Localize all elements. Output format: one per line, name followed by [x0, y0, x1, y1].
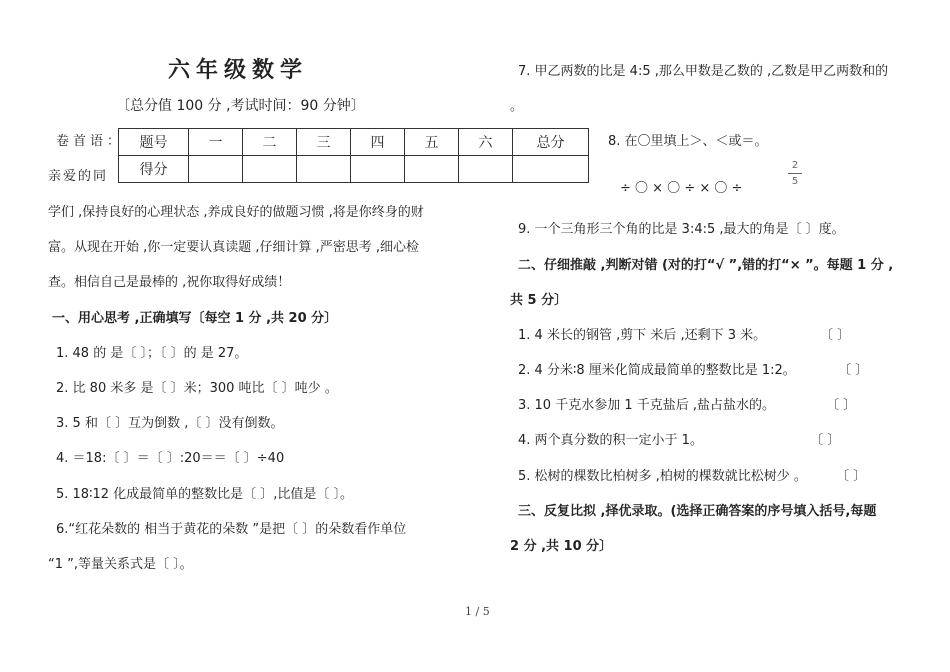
score-table-score-row: [119, 156, 589, 183]
judge-item: 4. 两个真分数的积一定小于 1。: [518, 433, 703, 448]
question-8: 8. 在〇里填上＞、＜或＝。: [608, 134, 768, 149]
section1-heading: 一、用心思考 ,正确填写〔每空 1 分 ,共 20 分〕: [52, 311, 338, 326]
score-table-header-row: [119, 129, 589, 156]
question-item: 1. 48 的 是〔 〕；〔 〕的 是 27。: [56, 346, 248, 361]
score-header-cell: 一: [189, 129, 243, 156]
question-7-line1: 7. 甲乙两数的比是 4:5 ,那么甲数是乙数的 ,乙数是甲乙两数和的: [518, 64, 889, 79]
score-header-cell: 六: [459, 129, 513, 156]
score-cell[interactable]: [243, 156, 297, 183]
question-item: “1 ”,等量关系式是〔 〕。: [48, 557, 193, 572]
fraction-denominator: 5: [791, 176, 799, 187]
answer-bracket[interactable]: 〔 〕: [836, 469, 867, 484]
page-number: 1 / 5: [465, 605, 490, 618]
section3-heading-cont: 2 分 ,共 10 分〕: [510, 539, 613, 554]
exam-subtitle: 〔总分值 100 分 ,考试时间：90 分钟〕: [116, 98, 365, 114]
intro-label: 卷首语：: [56, 134, 125, 149]
section2-heading-cont: 共 5 分〕: [510, 293, 568, 308]
section2-heading: 二、仔细推敲 ,判断对错 (对的打“√ ”,错的打“× ”。每题 1 分 ,: [518, 258, 894, 273]
score-cell[interactable]: [405, 156, 459, 183]
intro-line: 富。从现在开始 ,你一定要认真读题 ,仔细计算 ,严密思考 ,细心检: [48, 240, 420, 255]
judge-item: 5. 松树的棵数比柏树多 ,柏树的棵数就比松树少 。: [518, 469, 807, 484]
question-8-expression: ÷ 〇 × 〇 ÷ × 〇 ÷: [620, 181, 743, 196]
score-cell[interactable]: [189, 156, 243, 183]
judge-item: 1. 4 米长的钢管 ,剪下 米后 ,还剩下 3 米。: [518, 328, 767, 343]
score-cell[interactable]: [297, 156, 351, 183]
judge-item: 3. 10 千克水参加 1 千克盐后 ,盐占盐水的。: [518, 398, 776, 413]
score-cell[interactable]: [351, 156, 405, 183]
score-header-cell: 题号: [119, 129, 189, 156]
score-header-cell: 五: [405, 129, 459, 156]
answer-bracket[interactable]: 〔 〕: [810, 433, 841, 448]
section3-heading: 三、反复比拟 ,择优录取。(选择正确答案的序号填入括号,每题: [518, 504, 877, 519]
question-item: 2. 比 80 米多 是〔 〕米；300 吨比〔 〕吨少 。: [56, 381, 338, 396]
answer-bracket[interactable]: 〔 〕: [826, 398, 857, 413]
question-item: 6.“红花朵数的 相当于黄花的朵数 ”是把〔 〕的朵数看作单位: [56, 522, 407, 537]
question-item: 3. 5 和〔 〕互为倒数 ,〔 〕没有倒数。: [56, 416, 284, 431]
score-header-cell: 四: [351, 129, 405, 156]
fraction-numerator: 2: [791, 160, 799, 171]
question-item: 5. 18∶12 化成最简单的整数比是〔 〕,比值是〔 〕。: [56, 487, 354, 502]
score-table: [118, 128, 589, 183]
score-header-cell: 三: [297, 129, 351, 156]
judge-item: 2. 4 分米∶8 厘米化简成最简单的整数比是 1:2。: [518, 363, 796, 378]
score-row-label: 得分: [119, 156, 189, 183]
greeting-start: 亲爱的同: [48, 169, 109, 184]
score-header-cell: 总分: [513, 129, 589, 156]
question-item: 4. ＝18:〔 〕＝〔 〕:20＝＝〔 〕÷40: [56, 451, 285, 466]
answer-bracket[interactable]: 〔 〕: [838, 363, 869, 378]
question-9: 9. 一个三角形三个角的比是 3:4:5 ,最大的角是〔 〕度。: [518, 222, 845, 237]
score-header-cell: 二: [243, 129, 297, 156]
score-cell[interactable]: [459, 156, 513, 183]
page-title: 六年级数学: [168, 58, 309, 83]
intro-line: 查。相信自己是最棒的 ,祝你取得好成绩！: [48, 275, 291, 290]
fraction-two-fifths: [788, 160, 802, 187]
question-7-line2: 。: [510, 99, 524, 114]
answer-bracket[interactable]: 〔 〕: [820, 328, 851, 343]
score-cell[interactable]: [513, 156, 589, 183]
intro-line: 学们 ,保持良好的心理状态 ,养成良好的做题习惯 ,将是你终身的财: [48, 205, 424, 220]
